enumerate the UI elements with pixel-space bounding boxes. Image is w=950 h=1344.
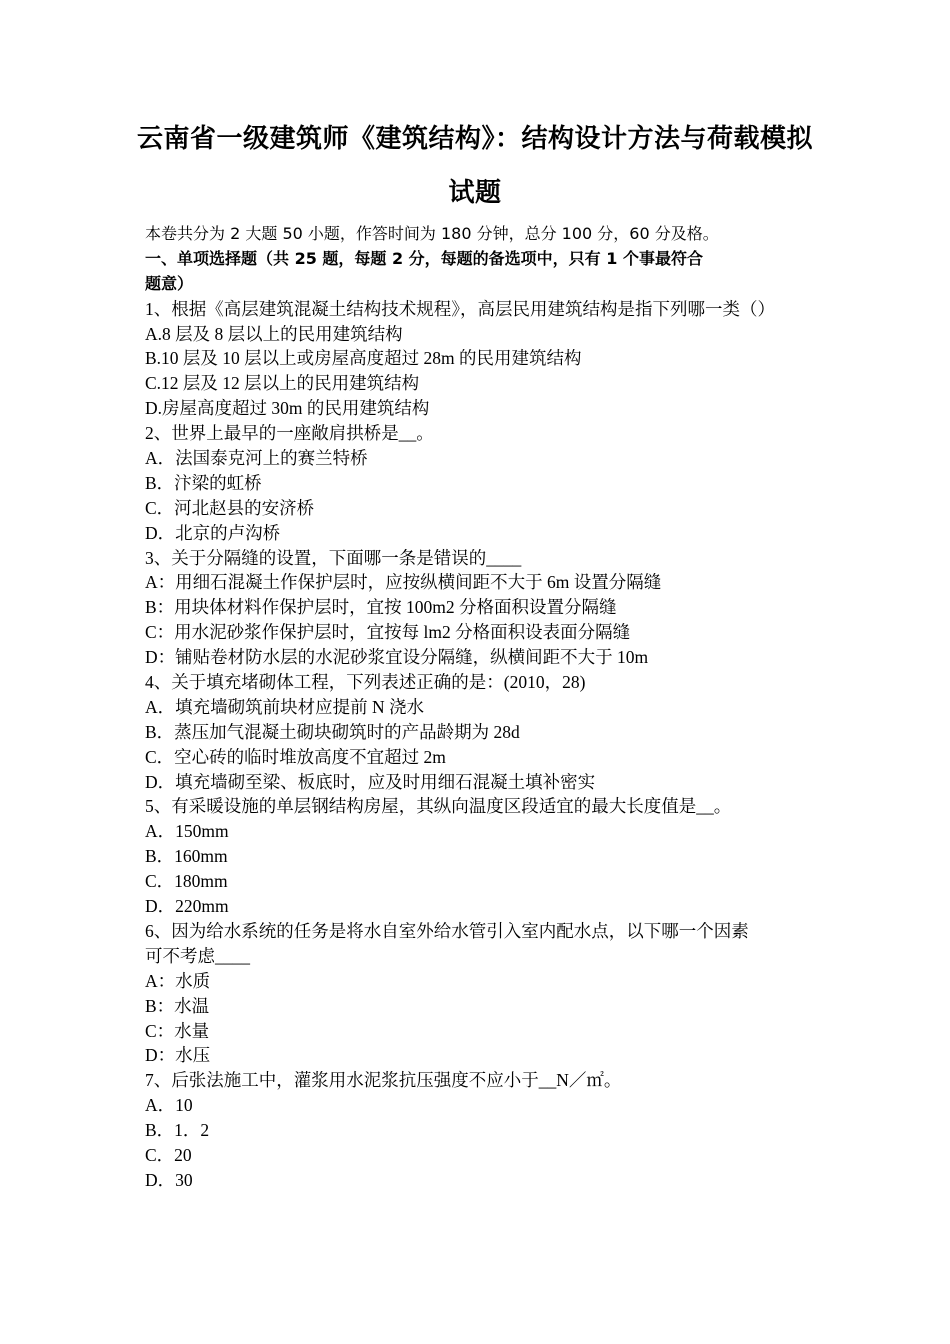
answer-option: A.8 层及 8 层以上的民用建筑结构 [145,323,403,344]
answer-option: B．1．2 [145,1120,210,1141]
answer-option: C：用水泥砂浆作保护层时，宜按每 lm2 分格面积设表面分隔缝 [145,622,631,643]
answer-option: C．河北赵县的安济桥 [145,497,315,518]
answer-option: B．蒸压加气混凝土砌块砌筑时的产品龄期为 28d [145,721,520,742]
question-stem: 6、因为给水系统的任务是将水自室外给水管引入室内配水点，以下哪一个因素 [145,920,749,941]
document-title-continued: 试题 [448,178,502,208]
question-stem: 7、后张法施工中，灌浆用水泥浆抗压强度不应小于__N／㎡。 [145,1070,622,1091]
section-heading-continued: 题意） [145,273,194,293]
answer-option: D.房屋高度超过 30m 的民用建筑结构 [145,398,430,419]
question-list [145,297,815,1193]
answer-option: A：水质 [145,970,211,991]
section-heading: 一、单项选择题（共 25 题，每题 2 分，每题的备选项中，只有 1 个事最符合 [145,248,703,268]
answer-option: A．10 [145,1095,193,1116]
question-stem: 1、根据《高层建筑混凝土结构技术规程》，高层民用建筑结构是指下列哪一类（） [145,298,775,319]
exam-intro: 本卷共分为 2 大题 50 小题，作答时间为 180 分钟，总分 100 分，60 分及格。 [145,224,719,243]
document-title: 云南省一级建筑师《建筑结构》：结构设计方法与荷载模拟 [136,124,813,154]
answer-option: A．法国泰克河上的赛兰特桥 [145,448,368,469]
answer-option: D：水压 [145,1045,211,1066]
answer-option: A．填充墙砌筑前块材应提前 N 浇水 [145,696,425,717]
question-stem: 3、关于分隔缝的设置，下面哪一条是错误的____ [145,547,522,568]
answer-option: A．150mm [145,821,229,842]
question-stem: 4、关于填充堵砌体工程，下列表述正确的是：(2010，28) [145,672,586,693]
answer-option: B：用块体材料作保护层时，宜按 100m2 分格面积设置分隔缝 [145,597,617,618]
answer-option: C：水量 [145,1020,210,1041]
answer-option: D．填充墙砌至梁、板底时，应及时用细石混凝土填补密实 [145,771,596,792]
answer-option: D：铺贴卷材防水层的水泥砂浆宜设分隔缝，纵横间距不大于 10m [145,647,649,668]
answer-option: B．160mm [145,846,228,867]
answer-option: C．20 [145,1144,192,1165]
answer-option: C.12 层及 12 层以上的民用建筑结构 [145,373,420,394]
answer-option: C．180mm [145,871,228,892]
answer-option: B.10 层及 10 层以上或房屋高度超过 28m 的民用建筑结构 [145,348,582,369]
question-stem: 5、有采暖设施的单层钢结构房屋，其纵向温度区段适宜的最大长度值是__。 [145,796,732,817]
question-stem: 可不考虑____ [145,945,250,966]
document-body [145,222,815,1193]
answer-option: B：水温 [145,995,210,1016]
answer-option: D．220mm [145,896,229,917]
answer-option: B．汴梁的虹桥 [145,472,262,493]
answer-option: A：用细石混凝土作保护层时，应按纵横间距不大于 6m 设置分隔缝 [145,572,662,593]
answer-option: D．30 [145,1169,193,1190]
answer-option: D．北京的卢沟桥 [145,522,281,543]
answer-option: C．空心砖的临时堆放高度不宜超过 2m [145,746,446,767]
question-stem: 2、世界上最早的一座敞肩拱桥是__。 [145,423,434,444]
